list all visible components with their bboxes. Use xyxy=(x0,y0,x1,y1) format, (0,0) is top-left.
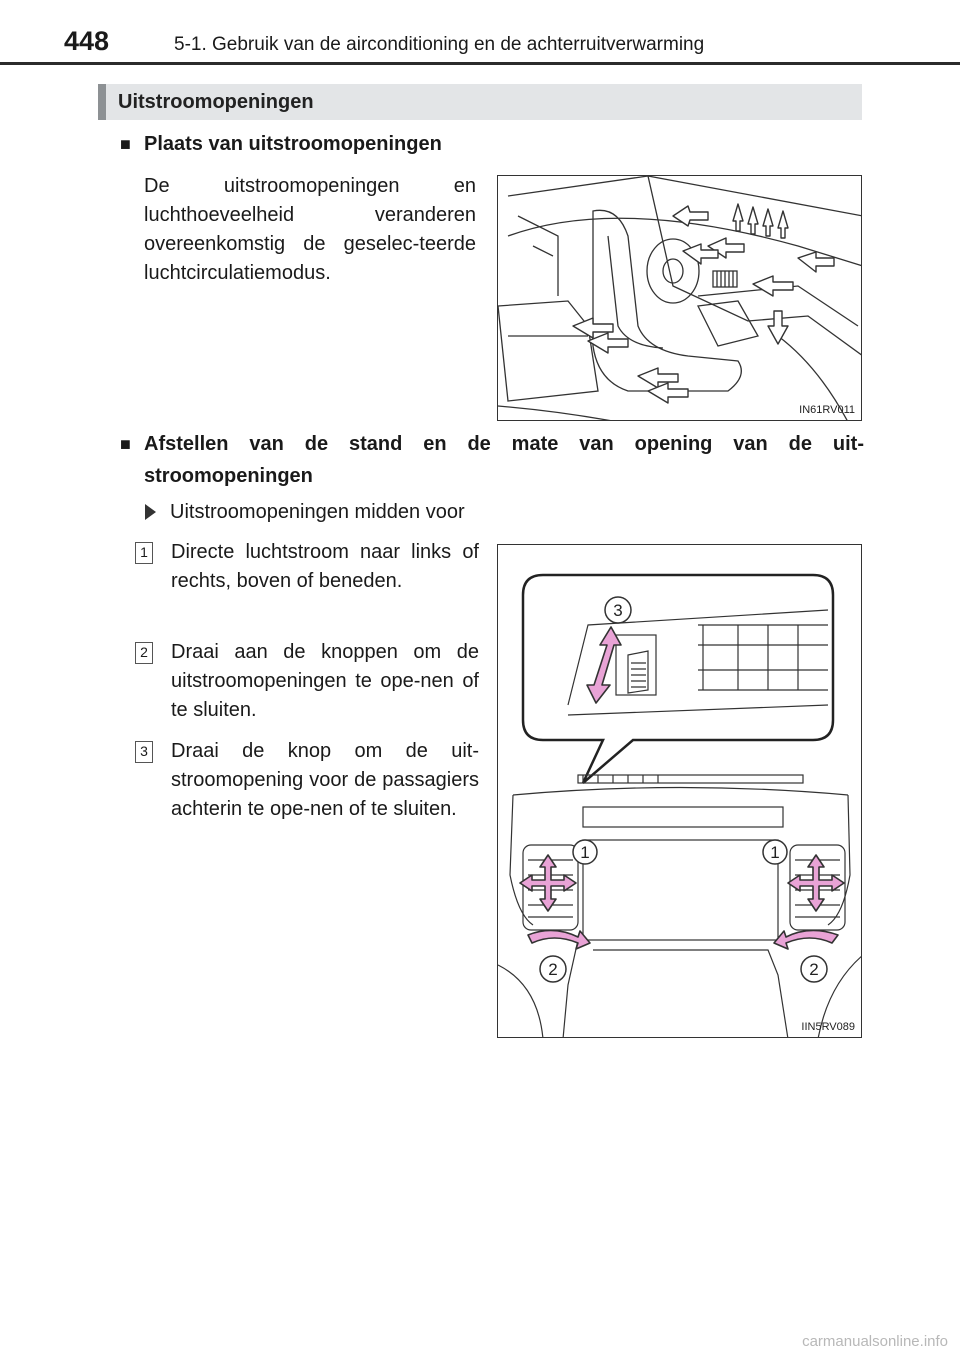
callout-1-left-label: 1 xyxy=(580,843,590,862)
item-text: Draai de knop om de uit-stroomopening voor de passagiers achterin te ope-nen of te sluiten. xyxy=(171,740,479,820)
adjust-heading xyxy=(120,428,864,492)
section-bar xyxy=(98,84,862,120)
item-number: 1 xyxy=(135,542,153,564)
list-item xyxy=(135,638,480,730)
list-item xyxy=(135,737,480,859)
page-header xyxy=(64,26,894,66)
callout-2-right-label: 2 xyxy=(809,960,819,979)
square-bullet-icon: ■ xyxy=(120,434,131,454)
watermark: carmanualsonline.info xyxy=(802,1333,948,1350)
adjust-heading-text: Afstellen van de stand en de mate van opening van de uit-stroomopeningen xyxy=(144,433,864,487)
page-number: 448 xyxy=(64,26,110,56)
callout-3-label: 3 xyxy=(613,601,623,620)
header-rule xyxy=(0,62,960,65)
item-text: Directe luchtstroom naar links of rechts, boven of beneden. xyxy=(171,541,479,592)
section-title: Uitstroomopeningen xyxy=(118,91,314,113)
item-number: 3 xyxy=(135,741,153,763)
square-bullet-icon: ■ xyxy=(120,134,131,154)
vent-location-figure xyxy=(497,175,862,421)
center-vent-illustration xyxy=(498,545,862,1038)
item-text: Draai aan de knoppen om de uitstroomopeningen te ope-nen of te sluiten. xyxy=(171,641,479,721)
sub-item-text: Uitstroomopeningen midden voor xyxy=(170,501,465,523)
figure-code: IIN5RV089 xyxy=(801,1021,855,1033)
sub-item xyxy=(145,499,565,529)
figure-code: IN61RV011 xyxy=(799,404,855,416)
callout-2-left-label: 2 xyxy=(548,960,558,979)
center-vent-figure xyxy=(497,544,862,1038)
chapter-title: 5-1. Gebruik van de airconditioning en de achterruitverwarming xyxy=(174,34,705,55)
list-item xyxy=(135,538,480,630)
item-number: 2 xyxy=(135,642,153,664)
placement-heading xyxy=(120,128,864,160)
triangle-bullet-icon xyxy=(145,504,156,520)
placement-text: De uitstroomopeningen en luchthoeveelheid veranderen overeenkomstig de geselec-teerde luchtcirculatiemodus. xyxy=(144,175,476,284)
placement-heading-text: Plaats van uitstroomopeningen xyxy=(144,133,442,155)
car-interior-illustration xyxy=(498,176,862,421)
callout-1-right-label: 1 xyxy=(770,843,780,862)
